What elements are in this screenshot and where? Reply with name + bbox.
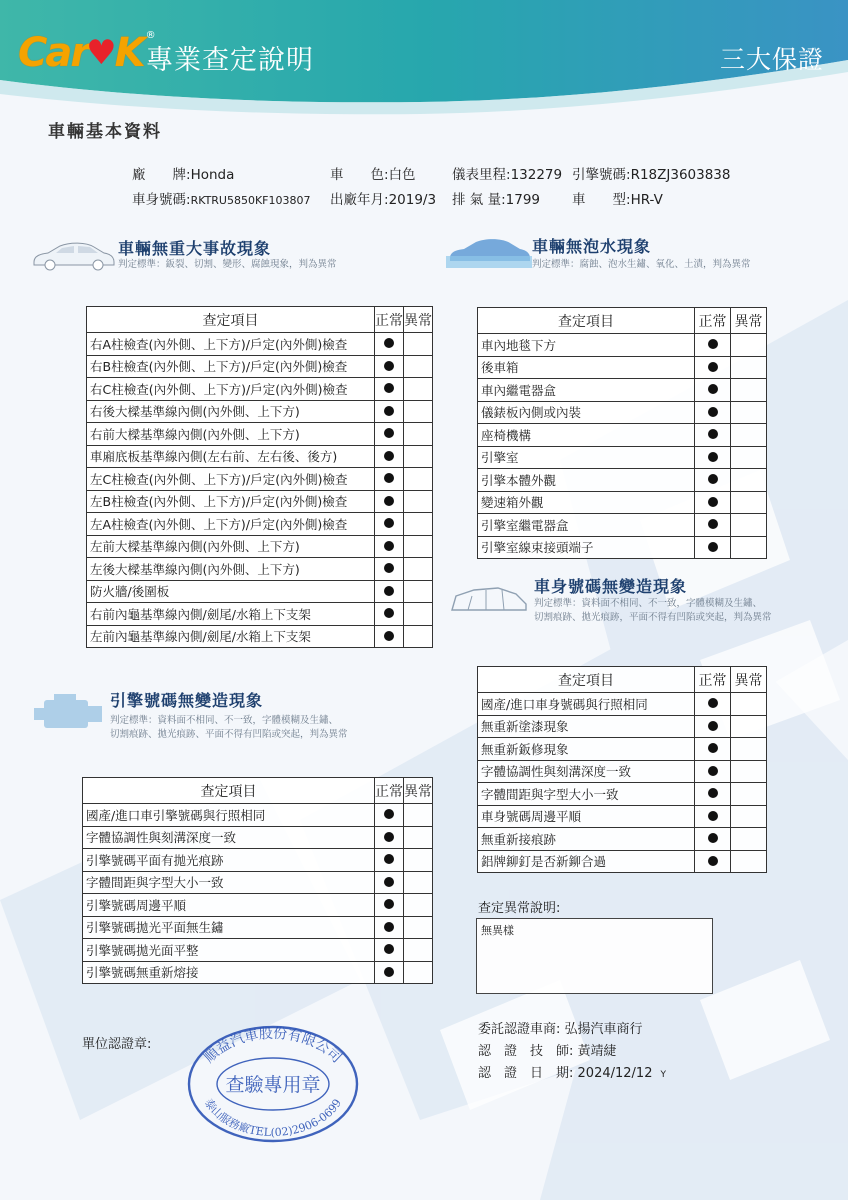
table-row — [83, 916, 433, 939]
table-row — [83, 826, 433, 849]
abnormal-cell — [404, 445, 433, 468]
accident-item-label: 左A柱檢查(內外側、上下方)/戶定(內外側)檢查 — [87, 513, 375, 536]
header-item: 查定項目 — [478, 308, 695, 334]
normal-check-mark — [708, 384, 718, 394]
table-row — [478, 828, 767, 851]
table-row — [83, 804, 433, 827]
normal-cell — [695, 805, 731, 828]
unit-certification-label: 單位認證章: — [82, 1037, 152, 1052]
header-item: 查定項目 — [87, 307, 375, 333]
abnormal-cell — [404, 625, 433, 648]
normal-check-mark — [384, 383, 394, 393]
logo-text: Car — [18, 30, 89, 76]
engine-item-label: 引擎號碼平面有拋光痕跡 — [83, 849, 375, 872]
normal-cell — [375, 355, 404, 378]
abnormal-cell — [404, 894, 433, 917]
table-row — [87, 423, 433, 446]
flood-section-title: 車輛無泡水現象 — [532, 237, 652, 256]
table-row — [87, 355, 433, 378]
accident-item-label: 左前內龜基準線內側/劍尾/水箱上下支架 — [87, 625, 375, 648]
normal-cell — [375, 580, 404, 603]
normal-check-mark — [384, 586, 394, 596]
normal-check-mark — [384, 809, 394, 819]
accident-item-label: 右前大樑基準線內側(內外側、上下方) — [87, 423, 375, 446]
table-header-row — [478, 667, 767, 693]
accident-item-label: 左前大樑基準線內側(內外側、上下方) — [87, 535, 375, 558]
accident-item-label: 右後大樑基準線內側(內外側、上下方) — [87, 400, 375, 423]
table-row — [83, 871, 433, 894]
normal-cell — [695, 828, 731, 851]
normal-cell — [695, 491, 731, 514]
abnormal-cell — [404, 916, 433, 939]
table-row — [478, 401, 767, 424]
normal-check-mark — [384, 451, 394, 461]
table-row — [87, 378, 433, 401]
normal-check-mark — [384, 338, 394, 348]
normal-cell — [375, 535, 404, 558]
vin-section-title: 車身號碼無變造現象 — [534, 577, 688, 596]
flood-check-table — [477, 307, 767, 559]
engine-standard-line-2: 切割痕跡、拋光痕跡、平面不得有凹陷或突起，判為異常 — [110, 729, 348, 740]
header-normal: 正常 — [695, 308, 731, 334]
accident-item-label: 右A柱檢查(內外側、上下方)/戶定(內外側)檢查 — [87, 333, 375, 356]
abnormal-cell — [404, 871, 433, 894]
accident-item-label: 右C柱檢查(內外側、上下方)/戶定(內外側)檢查 — [87, 378, 375, 401]
header-item: 查定項目 — [83, 778, 375, 804]
table-row — [87, 558, 433, 581]
table-row — [478, 715, 767, 738]
abnormal-cell — [404, 580, 433, 603]
normal-check-mark — [708, 766, 718, 776]
table-header-row — [83, 778, 433, 804]
normal-check-mark — [708, 721, 718, 731]
abnormal-cell — [731, 715, 767, 738]
abnormal-cell — [404, 849, 433, 872]
engine-item-label: 引擎號碼拋光面平整 — [83, 939, 375, 962]
vin-check-table — [477, 666, 767, 873]
normal-cell — [375, 333, 404, 356]
table-row — [478, 491, 767, 514]
accident-section-title: 車輛無重大事故現象 — [118, 239, 272, 258]
normal-cell — [375, 445, 404, 468]
flood-item-label: 座椅機構 — [478, 424, 695, 447]
normal-check-mark — [708, 407, 718, 417]
abnormal-cell — [731, 469, 767, 492]
normal-cell — [695, 356, 731, 379]
normal-cell — [375, 894, 404, 917]
normal-cell — [375, 961, 404, 984]
accident-item-label: 車廂底板基準線內側(左右前、左右後、後方) — [87, 445, 375, 468]
normal-cell — [695, 715, 731, 738]
abnormal-cell — [731, 738, 767, 761]
svg-text:泰山服務廠TEL(02)2906-0699: 泰山服務廠TEL(02)2906-0699 — [201, 1096, 345, 1140]
table-row — [478, 693, 767, 716]
vin-item-label: 無重新接痕跡 — [478, 828, 695, 851]
vin-item-label: 字體協調性與刻溝深度一致 — [478, 760, 695, 783]
table-row — [478, 379, 767, 402]
normal-cell — [695, 760, 731, 783]
table-row — [87, 625, 433, 648]
table-row — [87, 468, 433, 491]
normal-cell — [695, 850, 731, 873]
abnormal-cell — [404, 513, 433, 536]
abnormal-cell — [404, 378, 433, 401]
normal-cell — [695, 334, 731, 357]
flood-item-label: 車內地毯下方 — [478, 334, 695, 357]
vin-item-label: 無重新塗漆現象 — [478, 715, 695, 738]
normal-cell — [375, 400, 404, 423]
normal-check-mark — [708, 474, 718, 484]
normal-check-mark — [708, 452, 718, 462]
header-normal: 正常 — [695, 667, 731, 693]
normal-check-mark — [708, 833, 718, 843]
engine-standard-line-1: 判定標準：資料面不相同、不一致，字體模糊及生鏽、 — [110, 715, 339, 726]
normal-check-mark — [708, 743, 718, 753]
normal-cell — [375, 871, 404, 894]
normal-check-mark — [384, 944, 394, 954]
accident-item-label: 左C柱檢查(內外側、上下方)/戶定(內外側)檢查 — [87, 468, 375, 491]
table-row — [87, 445, 433, 468]
engine-section-title: 引擎號碼無變造現象 — [110, 691, 264, 710]
displacement-field: 排 氣 量:1799 — [452, 192, 540, 208]
normal-check-mark — [708, 519, 718, 529]
vin-item-label: 國產/進口車身號碼與行照相同 — [478, 693, 695, 716]
normal-check-mark — [384, 406, 394, 416]
abnormal-cell — [404, 468, 433, 491]
abnormal-cell — [731, 783, 767, 806]
abnormal-cell — [404, 939, 433, 962]
normal-check-mark — [708, 856, 718, 866]
flood-car-icon — [446, 236, 532, 268]
mileage-field: 儀表里程:132279 — [452, 167, 563, 183]
engine-number-field: 引擎號碼:R18ZJ3603838 — [572, 167, 731, 183]
abnormal-cell — [731, 693, 767, 716]
normal-cell — [695, 424, 731, 447]
abnormal-cell — [404, 961, 433, 984]
company-seal — [186, 1024, 360, 1144]
remarks-content: 無異樣 — [481, 924, 514, 937]
dealer-line: 委託認證車商: 弘揚汽車商行 — [478, 1022, 643, 1037]
header-abnormal: 異常 — [404, 778, 433, 804]
normal-cell — [695, 379, 731, 402]
header-abnormal: 異常 — [404, 307, 433, 333]
table-row — [478, 738, 767, 761]
abnormal-cell — [404, 804, 433, 827]
table-header-row — [478, 308, 767, 334]
normal-check-mark — [708, 788, 718, 798]
abnormal-cell — [404, 490, 433, 513]
normal-cell — [375, 916, 404, 939]
flood-standard: 判定標準：腐蝕、泡水生鏽、氧化、土漬，判為異常 — [532, 259, 751, 270]
normal-cell — [695, 738, 731, 761]
normal-check-mark — [708, 811, 718, 821]
normal-check-mark — [384, 473, 394, 483]
normal-cell — [375, 849, 404, 872]
normal-check-mark — [384, 361, 394, 371]
heart-icon: ♥ — [86, 33, 117, 73]
engine-check-table — [82, 777, 433, 984]
inspector-line: 認 證 技 師: 黃靖緁 — [478, 1044, 617, 1059]
abnormal-cell — [731, 514, 767, 537]
table-row — [478, 805, 767, 828]
svg-text:查驗專用章: 查驗專用章 — [225, 1074, 321, 1096]
abnormal-cell — [731, 760, 767, 783]
normal-check-mark — [708, 542, 718, 552]
basic-info-title: 車輛基本資料 — [48, 122, 162, 142]
engine-item-label: 字體間距與字型大小一致 — [83, 871, 375, 894]
table-row — [478, 850, 767, 873]
accident-item-label: 左B柱檢查(內外側、上下方)/戶定(內外側)檢查 — [87, 490, 375, 513]
normal-check-mark — [384, 922, 394, 932]
abnormal-cell — [731, 424, 767, 447]
vin-item-label: 字體間距與字型大小一致 — [478, 783, 695, 806]
normal-cell — [695, 783, 731, 806]
date-line: 認 證 日 期: 2024/12/12 Y — [478, 1066, 666, 1081]
remarks-box — [476, 918, 713, 994]
header-abnormal: 異常 — [731, 308, 767, 334]
engine-icon — [32, 692, 106, 736]
abnormal-cell — [731, 401, 767, 424]
normal-cell — [375, 513, 404, 536]
normal-cell — [375, 625, 404, 648]
abnormal-cell — [404, 558, 433, 581]
table-row — [87, 333, 433, 356]
normal-cell — [695, 469, 731, 492]
normal-cell — [695, 514, 731, 537]
normal-check-mark — [708, 698, 718, 708]
normal-cell — [375, 423, 404, 446]
car-frame-icon — [446, 582, 532, 618]
flood-item-label: 引擎室繼電器盒 — [478, 514, 695, 537]
normal-check-mark — [384, 428, 394, 438]
flood-item-label: 儀錶板內側或內裝 — [478, 401, 695, 424]
abnormal-cell — [731, 379, 767, 402]
normal-cell — [375, 378, 404, 401]
vin-item-label: 車身號碼周邊平順 — [478, 805, 695, 828]
normal-check-mark — [384, 496, 394, 506]
table-header-row — [87, 307, 433, 333]
flood-item-label: 後車箱 — [478, 356, 695, 379]
abnormal-cell — [731, 491, 767, 514]
accident-item-label: 防火牆/後圍板 — [87, 580, 375, 603]
svg-text:順益汽車股份有限公司: 順益汽車股份有限公司 — [201, 1025, 345, 1067]
abnormal-cell — [404, 603, 433, 626]
engine-item-label: 字體協調性與刻溝深度一致 — [83, 826, 375, 849]
table-row — [478, 469, 767, 492]
brand-field: 廠 牌:Honda — [132, 167, 235, 183]
normal-check-mark — [708, 429, 718, 439]
table-row — [478, 446, 767, 469]
sedan-icon — [30, 238, 116, 272]
table-row — [478, 514, 767, 537]
abnormal-cell — [404, 355, 433, 378]
logo-text-k: K — [114, 30, 144, 76]
accident-item-label: 左後大樑基準線內側(內外側、上下方) — [87, 558, 375, 581]
model-field: 車 型:HR-V — [572, 192, 663, 208]
normal-check-mark — [384, 608, 394, 618]
registered-mark: ® — [145, 29, 156, 41]
table-row — [87, 603, 433, 626]
accident-check-table — [86, 306, 433, 648]
flood-item-label: 車內繼電器盒 — [478, 379, 695, 402]
vin-field: 車身號碼:RKTRU5850KF103807 — [132, 192, 311, 208]
flood-item-label: 引擎室線束接頭端子 — [478, 536, 695, 559]
header-item: 查定項目 — [478, 667, 695, 693]
flood-item-label: 變速箱外觀 — [478, 491, 695, 514]
abnormal-cell — [731, 446, 767, 469]
normal-check-mark — [708, 339, 718, 349]
normal-check-mark — [708, 497, 718, 507]
table-row — [87, 580, 433, 603]
accident-standard: 判定標準：鈑裂、切割、變形、腐蝕現象，判為異常 — [118, 259, 337, 270]
normal-check-mark — [384, 631, 394, 641]
accident-item-label: 右前內龜基準線內側/劍尾/水箱上下支架 — [87, 603, 375, 626]
engine-item-label: 引擎號碼周邊平順 — [83, 894, 375, 917]
abnormal-cell — [731, 850, 767, 873]
normal-check-mark — [384, 899, 394, 909]
table-row — [83, 939, 433, 962]
header-abnormal: 異常 — [731, 667, 767, 693]
table-row — [478, 424, 767, 447]
normal-cell — [375, 939, 404, 962]
flood-item-label: 引擎室 — [478, 446, 695, 469]
table-row — [478, 356, 767, 379]
year-field: 出廠年月:2019/3 — [330, 192, 437, 208]
table-row — [83, 894, 433, 917]
normal-cell — [375, 468, 404, 491]
normal-check-mark — [384, 877, 394, 887]
vin-item-label: 鋁牌鉚釘是否新鉚合過 — [478, 850, 695, 873]
normal-cell — [375, 558, 404, 581]
normal-check-mark — [384, 541, 394, 551]
header-normal: 正常 — [375, 307, 404, 333]
engine-item-label: 引擎號碼拋光平面無生鏽 — [83, 916, 375, 939]
abnormal-cell — [731, 536, 767, 559]
engine-item-label: 引擎號碼無重新熔接 — [83, 961, 375, 984]
table-row — [87, 513, 433, 536]
normal-check-mark — [708, 362, 718, 372]
table-row — [478, 536, 767, 559]
normal-cell — [375, 826, 404, 849]
carok-logo — [18, 28, 154, 78]
table-row — [478, 760, 767, 783]
normal-check-mark — [384, 518, 394, 528]
normal-cell — [375, 490, 404, 513]
vin-standard-line-2: 切割痕跡、拋光痕跡，平面不得有凹陷或突起，判為異常 — [534, 612, 772, 623]
normal-check-mark — [384, 563, 394, 573]
guarantee-badge: 三大保證 — [719, 45, 824, 74]
header-normal: 正常 — [375, 778, 404, 804]
flood-item-label: 引擎本體外觀 — [478, 469, 695, 492]
remarks-title: 查定異常說明: — [478, 901, 561, 916]
normal-cell — [695, 446, 731, 469]
normal-cell — [695, 401, 731, 424]
abnormal-cell — [404, 535, 433, 558]
normal-cell — [375, 603, 404, 626]
table-row — [478, 334, 767, 357]
abnormal-cell — [404, 333, 433, 356]
color-field: 車 色:白色 — [330, 167, 416, 183]
vin-standard-line-1: 判定標準：資料面不相同、不一致，字體模糊及生鏽、 — [534, 598, 763, 609]
table-row — [83, 849, 433, 872]
page-title: 專業查定說明 — [146, 45, 314, 76]
table-row — [87, 400, 433, 423]
abnormal-cell — [731, 334, 767, 357]
table-row — [83, 961, 433, 984]
normal-check-mark — [384, 967, 394, 977]
abnormal-cell — [731, 356, 767, 379]
vin-item-label: 無重新鈑修現象 — [478, 738, 695, 761]
normal-check-mark — [384, 832, 394, 842]
accident-item-label: 右B柱檢查(內外側、上下方)/戶定(內外側)檢查 — [87, 355, 375, 378]
engine-item-label: 國產/進口車引擎號碼與行照相同 — [83, 804, 375, 827]
abnormal-cell — [404, 826, 433, 849]
table-row — [87, 490, 433, 513]
normal-check-mark — [384, 854, 394, 864]
abnormal-cell — [404, 423, 433, 446]
table-row — [87, 535, 433, 558]
normal-cell — [375, 804, 404, 827]
abnormal-cell — [731, 828, 767, 851]
normal-cell — [695, 693, 731, 716]
abnormal-cell — [404, 400, 433, 423]
normal-cell — [695, 536, 731, 559]
table-row — [478, 783, 767, 806]
abnormal-cell — [731, 805, 767, 828]
